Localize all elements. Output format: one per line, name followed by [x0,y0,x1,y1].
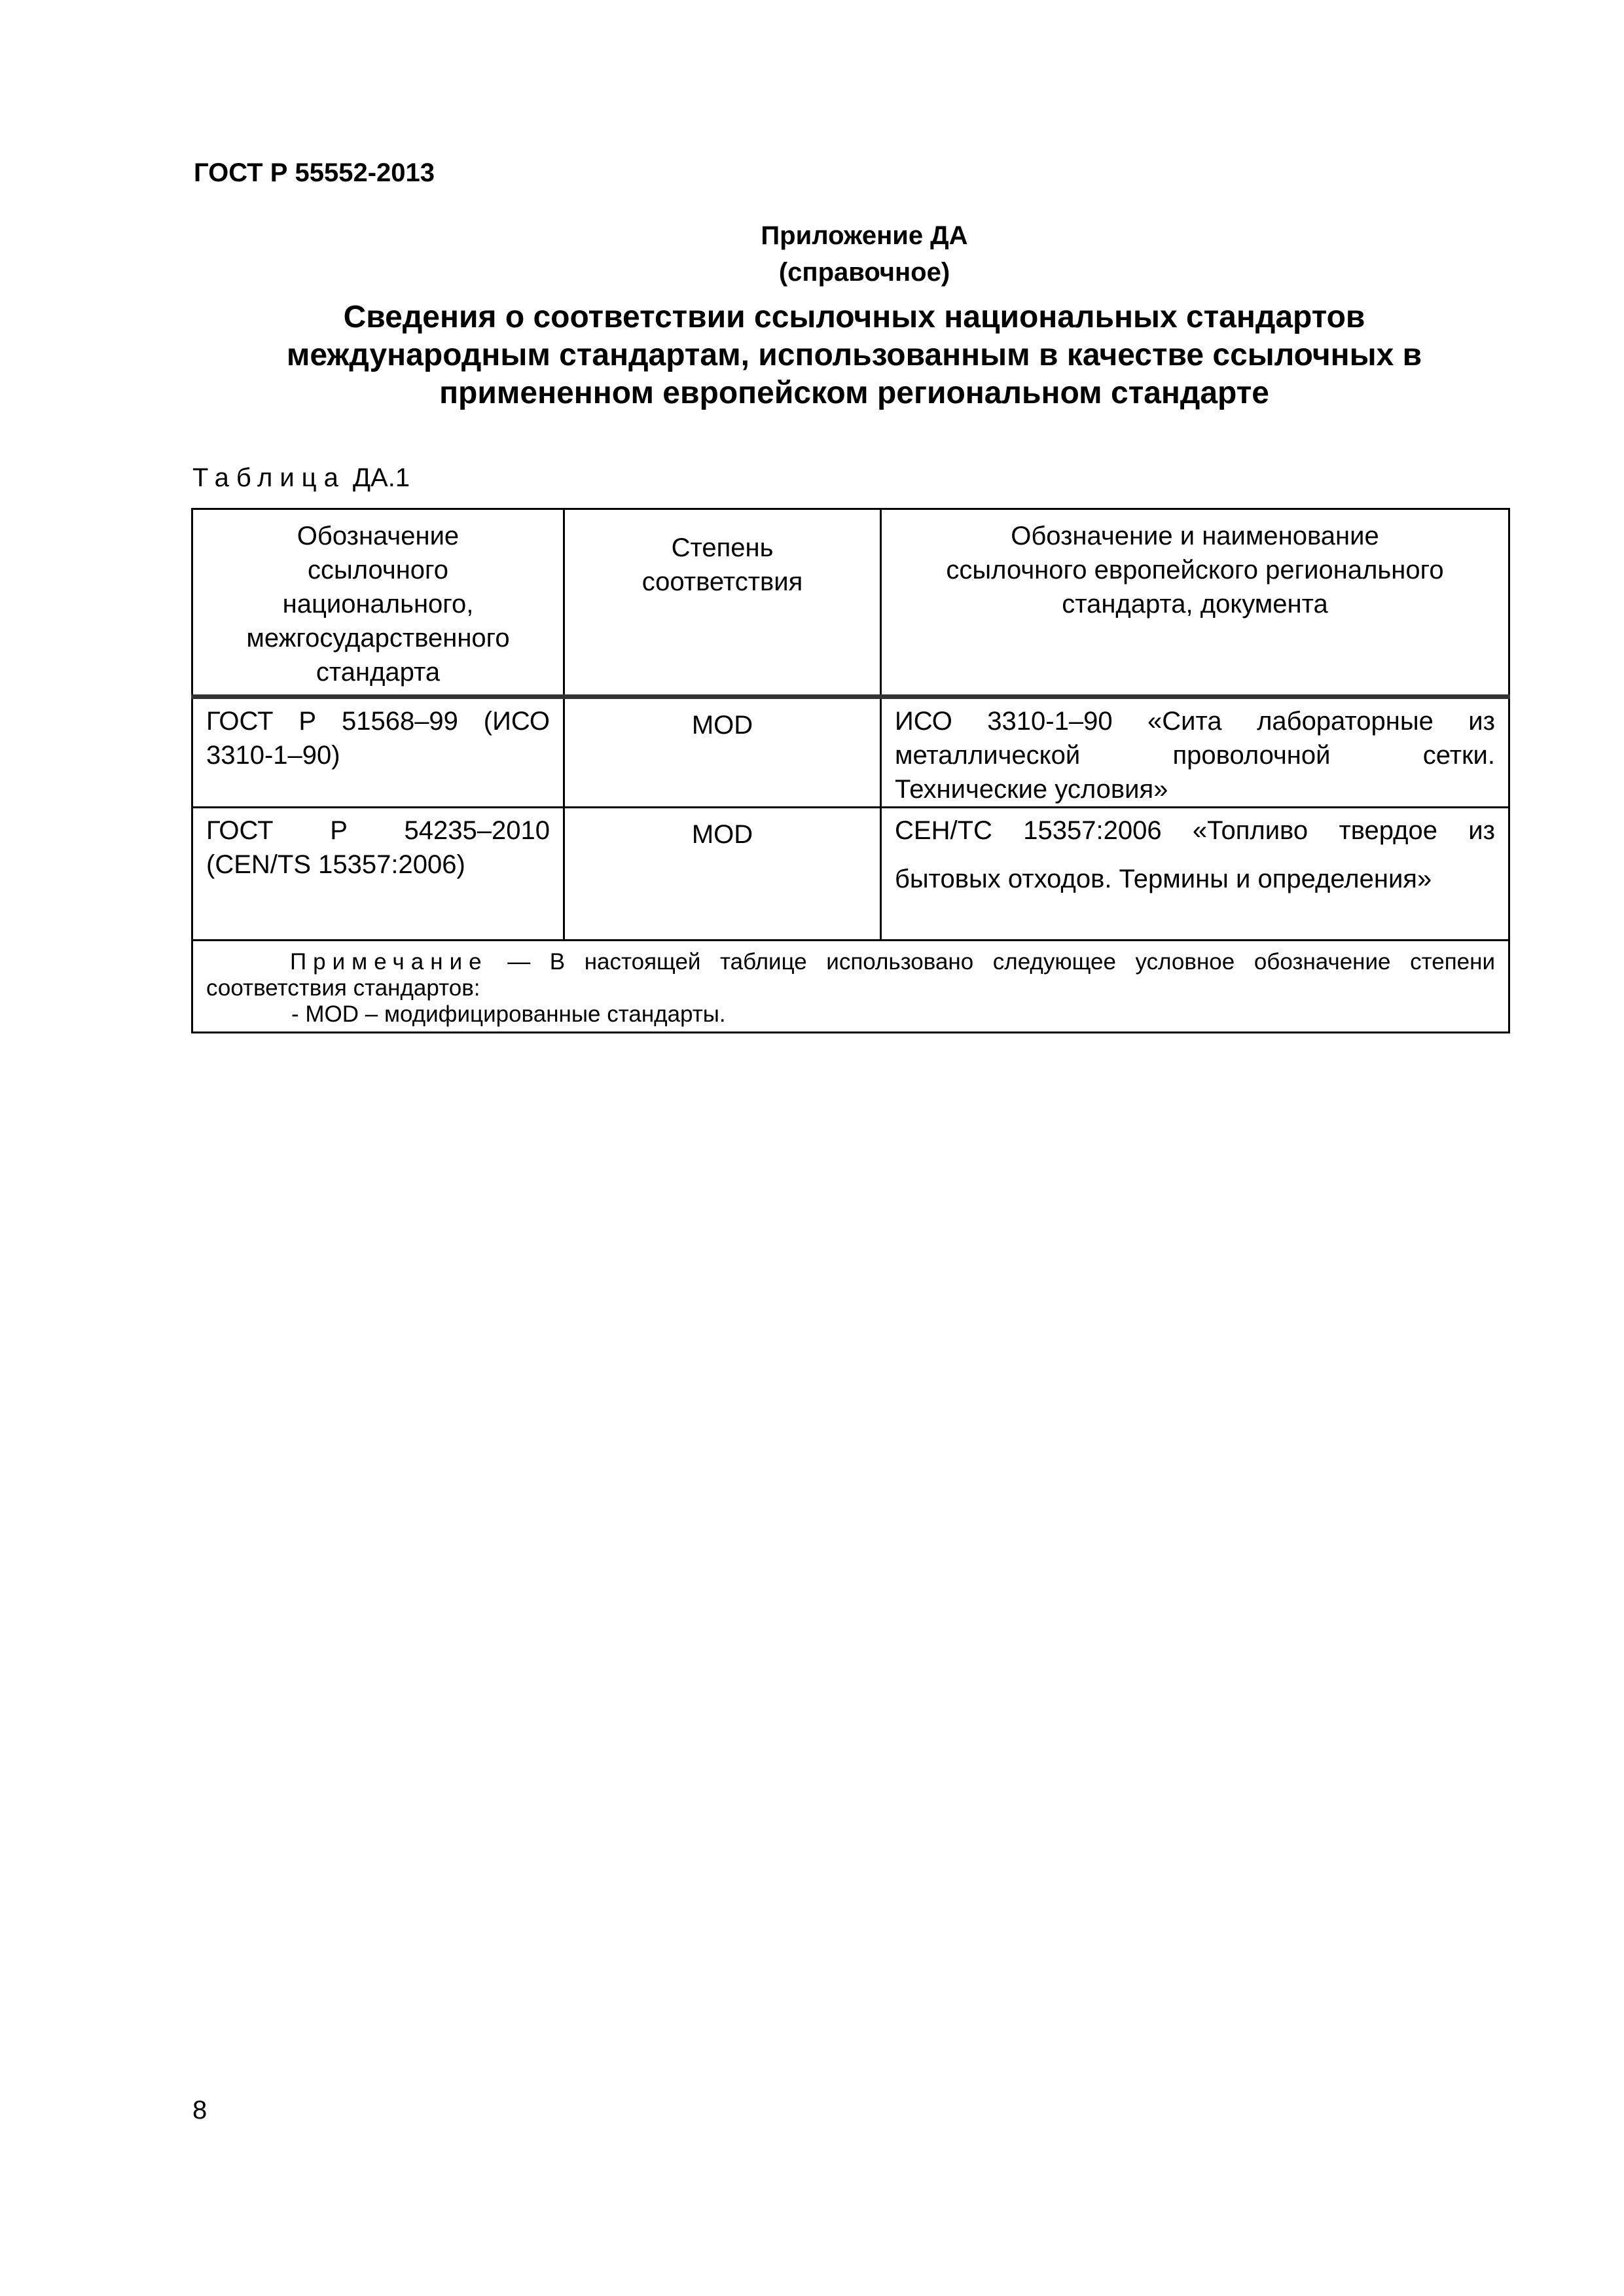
note-line [206,949,1495,975]
note-label: Примечание [290,949,488,975]
note-line: - MOD – модифицированные стандарты. [291,1001,726,1027]
cell-line: Технические условия» [895,775,1168,804]
cell-line: ГОСТ Р 54235–2010 [206,816,550,845]
cell-national-standard [192,697,564,808]
table-row [192,697,1509,808]
header-line: соответствия [641,567,803,596]
header-line: Обозначение и наименование [1011,522,1379,550]
table-note [192,941,1509,1033]
header-line: Обозначение [297,522,460,550]
section-title [223,298,1486,412]
column-header-national-standard [192,509,564,697]
note-line: соответствия стандартов: [206,975,480,1001]
header-line: ссылочного европейского регионального [946,556,1444,584]
header-line: стандарта, документа [1062,590,1328,619]
cell-line: металлической проволочной сетки. [895,741,1495,770]
header-line: национального, [282,590,474,619]
section-title-line: международным стандартам, использованным в качестве ссылочных в [286,338,1422,372]
table-label-word: Таблица [192,463,346,492]
cell-european-standard [881,808,1509,941]
cell-line: (CEN/TS 15357:2006) [206,850,465,879]
header-line: Степень [671,533,774,562]
cell-degree: MOD [564,808,881,941]
column-header-european-standard [881,509,1509,697]
header-line: стандарта [316,658,441,687]
cell-national-standard [192,808,564,941]
table-header-row [192,509,1509,697]
cell-european-standard [881,697,1509,808]
cell-line: ГОСТ Р 51568–99 (ИСО [206,707,550,736]
table-note-row [192,941,1509,1033]
table-label [192,459,410,496]
appendix-title: Приложение ДА [761,221,968,250]
correspondence-table [191,508,1510,1033]
column-header-degree [564,509,881,697]
document-code: ГОСТ Р 55552-2013 [194,158,435,187]
note-text: — В настоящей таблице использовано следующее условное обозначение степени [507,949,1495,975]
cell-degree: MOD [564,697,881,808]
appendix-kind: (справочное) [778,258,950,287]
header-line: ссылочного [307,556,449,584]
table-label-number: ДА.1 [352,463,410,492]
table-row [192,808,1509,941]
page-number: 8 [192,2096,208,2125]
cell-line: 3310-1–90) [206,741,340,770]
cell-line: ИСО 3310-1–90 «Сита лабораторные из [895,707,1495,736]
section-title-line: примененном европейском региональном стандарте [439,376,1269,410]
section-title-line: Сведения о соответствии ссылочных национальных стандартов [343,300,1365,334]
cell-line: бытовых отходов. Термины и определения» [895,865,1432,893]
header-line: межгосударственного [246,624,510,653]
cell-line: СЕН/ТС 15357:2006 «Топливо твердое из [895,816,1495,845]
